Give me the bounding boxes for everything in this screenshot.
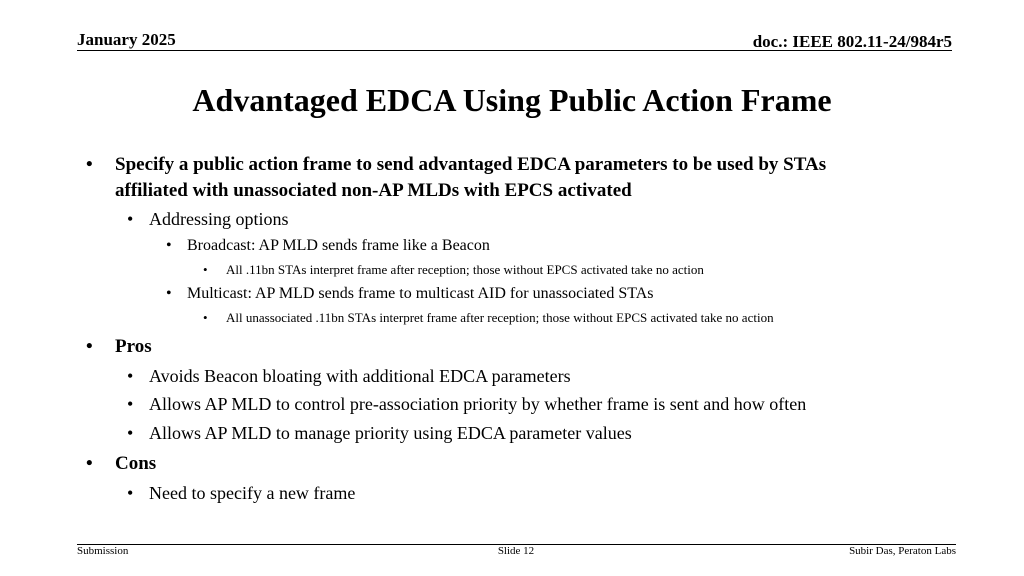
header-doc-id: doc.: IEEE 802.11-24/984r5 [752,32,952,51]
bullet-marker: • [127,394,134,414]
pro-item-1: Avoids Beacon bloating with additional EDCA parameters [149,366,571,386]
bullet-marker: • [86,453,93,474]
multicast-detail: All unassociated .11bn STAs interpret frame after reception; those without EPCS activated take no action [226,310,774,325]
intro-text-line1: Specify a public action frame to send advantaged EDCA parameters to be used by STAs [115,154,827,175]
con-item-1: Need to specify a new frame [149,483,356,503]
bullet-marker: • [86,336,93,357]
addressing-options: Addressing options [149,209,289,229]
cons-heading: Cons [115,453,157,474]
bullet-marker: • [127,483,134,503]
pro-item-2: Allows AP MLD to control pre-association priority by whether frame is sent and how often [149,394,807,414]
footer-author: Subir Das, Peraton Labs [849,545,956,557]
header-date: January 2025 [77,30,176,49]
broadcast-detail: All .11bn STAs interpret frame after reception; those without EPCS activated take no action [226,262,704,277]
intro-text-line2: affiliated with unassociated non-AP MLDs with EPCS activated [115,180,632,201]
slide-title: Advantaged EDCA Using Public Action Frame [192,82,832,118]
bullet-marker: • [166,285,172,302]
pros-heading: Pros [115,336,152,357]
bullet-marker: • [127,423,134,443]
footer-submission: Submission [77,545,129,557]
broadcast-option: Broadcast: AP MLD sends frame like a Beacon [187,237,490,254]
bullet-marker: • [203,310,208,325]
pro-item-3: Allows AP MLD to manage priority using EDCA parameter values [149,423,632,443]
bullet-marker: • [127,366,134,386]
bullet-marker: • [86,154,93,175]
bullet-marker: • [166,237,172,254]
bullet-marker: • [203,262,208,277]
multicast-option: Multicast: AP MLD sends frame to multicast AID for unassociated STAs [187,285,654,302]
bullet-marker: • [127,209,134,229]
footer-slide-number: Slide 12 [497,545,535,557]
